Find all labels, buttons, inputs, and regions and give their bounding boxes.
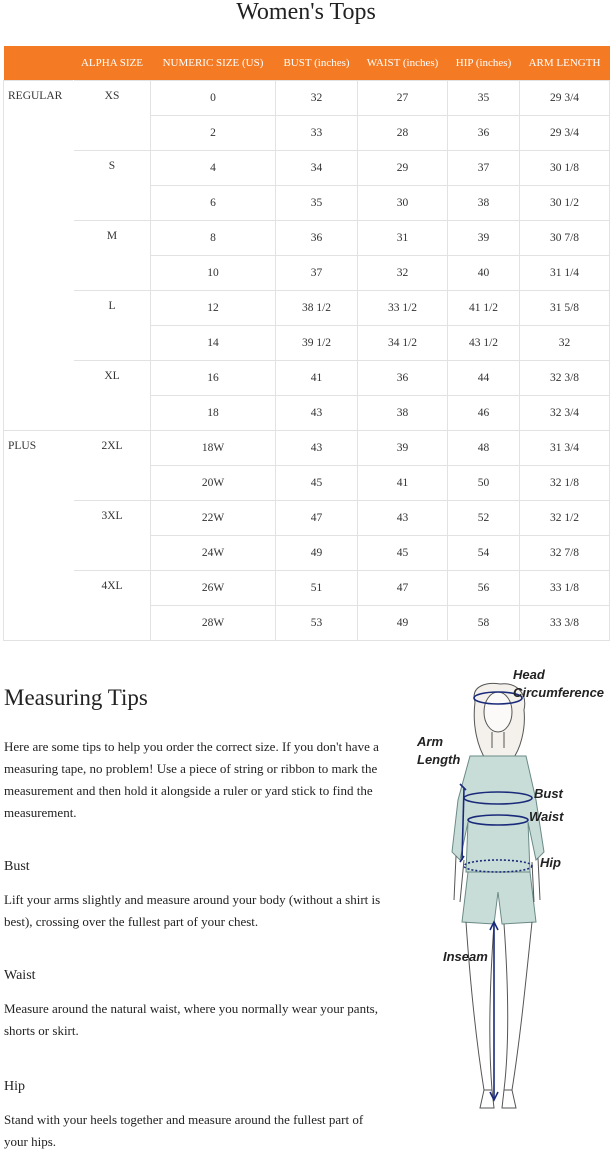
table-cell: 22W bbox=[151, 501, 276, 536]
table-cell: 30 1/2 bbox=[520, 186, 610, 221]
table-row bbox=[4, 291, 610, 326]
table-header-row bbox=[4, 46, 610, 81]
table-cell: 27 bbox=[358, 81, 448, 116]
header-cell: WAIST (inches) bbox=[358, 46, 448, 81]
table-cell: 24W bbox=[151, 536, 276, 571]
table-cell: 49 bbox=[358, 606, 448, 641]
table-cell: 29 3/4 bbox=[520, 116, 610, 151]
table-cell: 31 3/4 bbox=[520, 431, 610, 466]
table-cell: 28W bbox=[151, 606, 276, 641]
table-body bbox=[4, 81, 610, 641]
size-group-label: PLUS bbox=[4, 431, 74, 641]
table-cell: 16 bbox=[151, 361, 276, 396]
table-cell: 52 bbox=[448, 501, 520, 536]
table-cell: 53 bbox=[276, 606, 358, 641]
table-cell: 35 bbox=[448, 81, 520, 116]
figure-label-head-1: Head bbox=[513, 667, 545, 682]
figure-label-inseam: Inseam bbox=[443, 949, 488, 964]
figure-label-arm-1: Arm bbox=[417, 734, 444, 749]
table-cell: 43 bbox=[276, 396, 358, 431]
table-row bbox=[4, 151, 610, 186]
size-group-label: REGULAR bbox=[4, 81, 74, 431]
table-row bbox=[4, 431, 610, 466]
alpha-size-cell: M bbox=[74, 221, 151, 291]
table-row bbox=[4, 571, 610, 606]
table-cell: 14 bbox=[151, 326, 276, 361]
alpha-size-cell: 2XL bbox=[74, 431, 151, 501]
figure-label-head-2: Circumference bbox=[513, 685, 605, 700]
table-cell: 8 bbox=[151, 221, 276, 256]
table-cell: 33 1/2 bbox=[358, 291, 448, 326]
table-cell: 38 bbox=[358, 396, 448, 431]
tips-heading: Measuring Tips bbox=[4, 685, 148, 710]
table-cell: 34 bbox=[276, 151, 358, 186]
header-cell: ARM LENGTH bbox=[520, 46, 610, 81]
size-chart-table bbox=[3, 46, 610, 641]
table-cell: 34 1/2 bbox=[358, 326, 448, 361]
table-cell: 30 1/8 bbox=[520, 151, 610, 186]
table-row bbox=[4, 501, 610, 536]
table-row bbox=[4, 361, 610, 396]
table-cell: 6 bbox=[151, 186, 276, 221]
table-cell: 4 bbox=[151, 151, 276, 186]
table-cell: 39 bbox=[448, 221, 520, 256]
table-cell: 32 1/2 bbox=[520, 501, 610, 536]
table-cell: 30 7/8 bbox=[520, 221, 610, 256]
table-cell: 33 3/8 bbox=[520, 606, 610, 641]
table-cell: 37 bbox=[448, 151, 520, 186]
table-cell: 10 bbox=[151, 256, 276, 291]
table-cell: 33 bbox=[276, 116, 358, 151]
figure-label-waist: Waist bbox=[529, 809, 564, 824]
table-cell: 33 1/8 bbox=[520, 571, 610, 606]
table-cell: 30 bbox=[358, 186, 448, 221]
table-cell: 32 1/8 bbox=[520, 466, 610, 501]
figure-label-bust: Bust bbox=[534, 786, 563, 801]
table-cell: 54 bbox=[448, 536, 520, 571]
header-cell: NUMERIC SIZE (US) bbox=[151, 46, 276, 81]
table-cell: 37 bbox=[276, 256, 358, 291]
table-cell: 31 1/4 bbox=[520, 256, 610, 291]
table-cell: 32 7/8 bbox=[520, 536, 610, 571]
header-cell: HIP (inches) bbox=[448, 46, 520, 81]
table-cell: 41 1/2 bbox=[448, 291, 520, 326]
alpha-size-cell: S bbox=[74, 151, 151, 221]
table-cell: 43 1/2 bbox=[448, 326, 520, 361]
table-cell: 32 bbox=[520, 326, 610, 361]
table-cell: 47 bbox=[276, 501, 358, 536]
table-cell: 28 bbox=[358, 116, 448, 151]
table-cell: 32 3/8 bbox=[520, 361, 610, 396]
table-row bbox=[4, 81, 610, 116]
table-cell: 38 bbox=[448, 186, 520, 221]
table-cell: 50 bbox=[448, 466, 520, 501]
table-cell: 31 5/8 bbox=[520, 291, 610, 326]
header-cell bbox=[4, 46, 74, 81]
table-cell: 12 bbox=[151, 291, 276, 326]
table-cell: 18W bbox=[151, 431, 276, 466]
hip-text: Stand with your heels together and measure around the fullest part of your hips. bbox=[4, 1112, 364, 1149]
table-cell: 36 bbox=[358, 361, 448, 396]
table-cell: 31 bbox=[358, 221, 448, 256]
tips-intro: Here are some tips to help you order the correct size. If you don't have a measuring tape, no problem! Use a piece of string or ribbon to mark the measurement and then hold it alongside a ruler or yard stick to find the measurement. bbox=[4, 739, 379, 820]
alpha-size-cell: 3XL bbox=[74, 501, 151, 571]
table-cell: 40 bbox=[448, 256, 520, 291]
table-cell: 56 bbox=[448, 571, 520, 606]
bust-heading: Bust bbox=[4, 859, 30, 874]
waist-heading: Waist bbox=[4, 968, 36, 983]
table-cell: 43 bbox=[358, 501, 448, 536]
table-cell: 48 bbox=[448, 431, 520, 466]
table-row bbox=[4, 221, 610, 256]
table-cell: 20W bbox=[151, 466, 276, 501]
alpha-size-cell: XS bbox=[74, 81, 151, 151]
measuring-figure-illustration bbox=[400, 660, 610, 1150]
table-cell: 35 bbox=[276, 186, 358, 221]
alpha-size-cell: XL bbox=[74, 361, 151, 431]
page-title: Women's Tops bbox=[236, 0, 376, 25]
table-cell: 39 1/2 bbox=[276, 326, 358, 361]
table-cell: 46 bbox=[448, 396, 520, 431]
table-cell: 36 bbox=[448, 116, 520, 151]
table-cell: 43 bbox=[276, 431, 358, 466]
table-cell: 45 bbox=[276, 466, 358, 501]
table-cell: 45 bbox=[358, 536, 448, 571]
table-cell: 41 bbox=[358, 466, 448, 501]
table-cell: 32 3/4 bbox=[520, 396, 610, 431]
alpha-size-cell: L bbox=[74, 291, 151, 361]
table-cell: 38 1/2 bbox=[276, 291, 358, 326]
figure-label-hip: Hip bbox=[540, 855, 561, 870]
table-cell: 36 bbox=[276, 221, 358, 256]
hip-heading: Hip bbox=[4, 1079, 25, 1094]
table-cell: 44 bbox=[448, 361, 520, 396]
table-cell: 49 bbox=[276, 536, 358, 571]
waist-text: Measure around the natural waist, where you normally wear your pants, shorts or skirt. bbox=[4, 1001, 378, 1038]
bust-text: Lift your arms slightly and measure around your body (without a shirt is best), crossing over the fullest part of your chest. bbox=[4, 892, 381, 929]
table-cell: 0 bbox=[151, 81, 276, 116]
figure-label-arm-2: Length bbox=[417, 752, 461, 767]
table-cell: 2 bbox=[151, 116, 276, 151]
table-cell: 32 bbox=[276, 81, 358, 116]
table-cell: 51 bbox=[276, 571, 358, 606]
alpha-size-cell: 4XL bbox=[74, 571, 151, 641]
table-cell: 18 bbox=[151, 396, 276, 431]
table-cell: 47 bbox=[358, 571, 448, 606]
header-cell: ALPHA SIZE bbox=[74, 46, 151, 81]
table-cell: 29 bbox=[358, 151, 448, 186]
header-cell: BUST (inches) bbox=[276, 46, 358, 81]
table-cell: 39 bbox=[358, 431, 448, 466]
table-cell: 26W bbox=[151, 571, 276, 606]
table-cell: 32 bbox=[358, 256, 448, 291]
table-cell: 29 3/4 bbox=[520, 81, 610, 116]
table-cell: 58 bbox=[448, 606, 520, 641]
table-cell: 41 bbox=[276, 361, 358, 396]
